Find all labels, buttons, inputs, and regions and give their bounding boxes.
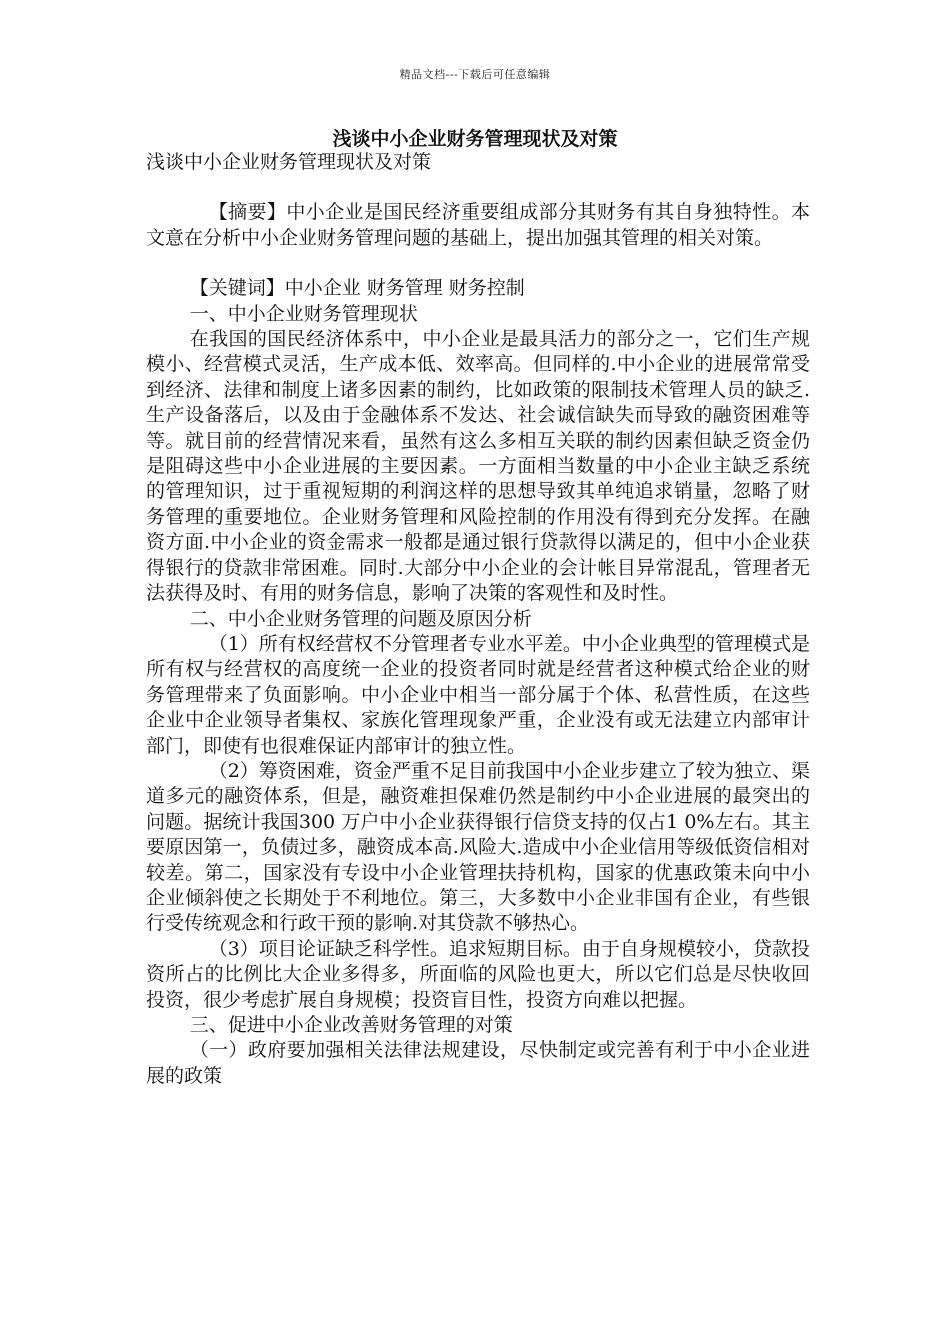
document-body	[146, 150, 810, 1089]
section-heading-1: 一、中小企业财务管理现状	[189, 302, 418, 325]
document-title: 浅谈中小企业财务管理现状及对策	[332, 128, 618, 150]
section1-paragraph: 在我国的国民经济体系中，中小企业是最具活力的部分之一，它们生产规模小、经营模式灵活，生产成本低、效率高。但同样的.中小企业的进展常常受到经济、法律和制度上诸多因素的制约，比如政策的限制技术管理人员的缺乏.生产设备落后，以及由于金融体系不发达、社会诚信缺失而导致的融资困难等等。就目前的经营情况来看，虽然有这么多相互关联的制约因素但缺乏资金仍是阻碍这些中小企业进展的主要因素。一方面相当数量的中小企业主缺乏系统的管理知识，过于重视短期的利润这样的思想导致其单纯追求销量，忽略了财务管理的重要地位。企业财务管理和风险控制的作用没有得到充分发挥。在融资方面.中小企业的资金需求一般都是通过银行贷款得以满足的，但中小企业获得银行的贷款非常困难。同时.大部分中小企业的会计帐目异常混乱，管理者无法获得及时、有用的财务信息，影响了决策的客观性和及时性。	[146, 328, 810, 605]
section3-paragraph-1: （一）政府要加强相关法律法规建设，尽快制定或完善有利于中小企业进展的政策	[146, 1039, 810, 1087]
section2-paragraph-2: （2）筹资困难，资金严重不足目前我国中小企业步建立了较为独立、渠道多元的融资体系，但是，融资难担保难仍然是制约中小企业进展的最突出的问题。据统计我国300 万户中小企业获得银行信贷支持的仅占1 0%左右。其主要原因第一，负债过多，融资成本高.风险大.造成中小企业信用等级低资信相对较差。第二，国家没有专设中小企业管理扶持机构，国家的优惠政策未向中小企业倾斜使之长期处于不利地位。第三，大多数中小企业非国有企业，有些银行受传统观念和行政干预的影响.对其贷款不够热心。	[146, 759, 810, 935]
abstract-paragraph: 【摘要】中小企业是国民经济重要组成部分其财务有其自身独特性。本文意在分析中小企业财务管理问题的基础上，提出加强其管理的相关对策。	[146, 201, 810, 249]
section-heading-2: 二、中小企业财务管理的问题及原因分析	[189, 607, 532, 630]
section-heading-3: 三、促进中小企业改善财务管理的对策	[189, 1014, 513, 1036]
section2-paragraph-1: （1）所有权经营权不分管理者专业水平差。中小企业典型的管理模式是所有权与经营权的高度统一企业的投资者同时就是经营者这种模式给企业的财务管理带来了负面影响。中小企业中相当一部分属于个体、私营性质，在这些企业中企业领导者集权、家族化管理现象严重，企业没有或无法建立内部审计部门，即使有也很难保证内部审计的独立性。	[146, 632, 810, 757]
document-subtitle: 浅谈中小企业财务管理现状及对策	[146, 151, 432, 173]
section2-paragraph-3: （3）项目论证缺乏科学性。追求短期目标。由于自身规模较小，贷款投资所占的比例比大企业多得多，所面临的风险也更大，所以它们总是尽快收回投资，很少考虑扩展自身规模；投资盲目性，投资方向难以把握。	[146, 937, 810, 1011]
keywords-line: 【关键词】中小企业 财务管理 财务控制	[189, 277, 525, 300]
page-header: 精品文档---下载后可任意编辑	[399, 68, 551, 81]
